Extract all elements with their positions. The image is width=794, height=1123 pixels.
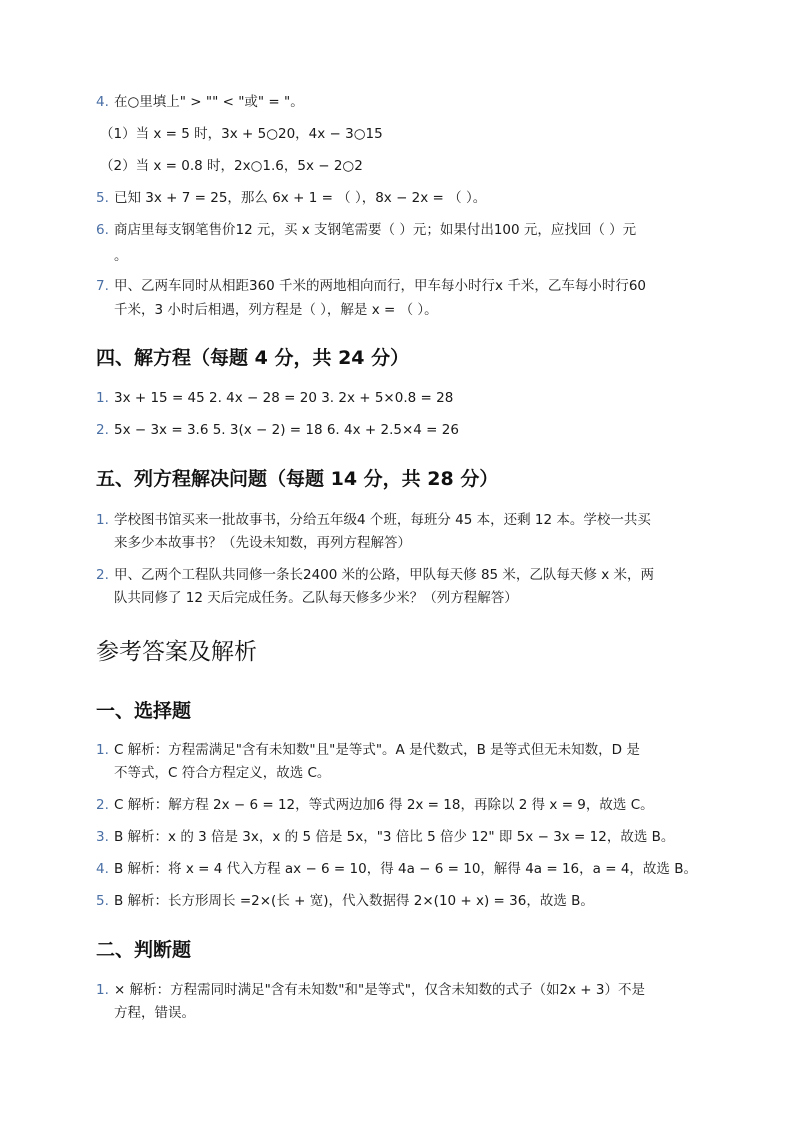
item-text: C 解析：方程需满足"含有未知数"且"是等式"。A 是代数式，B 是等式但无未知数，D 是 xyxy=(114,742,640,758)
judge-answer-1 xyxy=(96,978,706,1002)
item-text: B 解析：长方形周长 =2×(长 + 宽)，代入数据得 2×(10 + x) = 36，故选 B。 xyxy=(114,893,594,909)
section-5-item-2 xyxy=(96,563,706,587)
item-text: 甲、乙两车同时从相距360 千米的两地相向而行，甲车每小时行x 千米，乙车每小时行60 xyxy=(114,278,647,294)
choice-answer-1-cont: 不等式，C 符合方程定义，故选 C。 xyxy=(114,765,331,781)
item-number: 1. xyxy=(96,512,109,528)
fill-item-4-sub-2: （2）当 x = 0.8 时，2x○1.6，5x − 2○2 xyxy=(100,158,363,174)
item-text: C 解析：解方程 2x − 6 = 12，等式两边加6 得 2x = 18，再除以 2 得 x = 9，故选 C。 xyxy=(114,797,654,813)
answers-title: 参考答案及解析 xyxy=(96,639,257,665)
section-4-title: 四、解方程（每题 4 分，共 24 分） xyxy=(96,347,410,369)
item-text: B 解析：将 x = 4 代入方程 ax − 6 = 10，得 4a − 6 = 10，解得 4a = 16，a = 4，故选 B。 xyxy=(114,861,697,877)
item-number: 1. xyxy=(96,982,109,998)
fill-item-6 xyxy=(96,218,706,242)
choice-answer-1 xyxy=(96,738,706,762)
answers-judge-title: 二、判断题 xyxy=(96,939,192,961)
item-text: 3x + 15 = 45 2. 4x − 28 = 20 3. 2x + 5×0.8 = 28 xyxy=(114,390,454,406)
item-text: × 解析：方程需同时满足"含有未知数"和"是等式"，仅含未知数的式子（如2x + 3）不是 xyxy=(114,982,646,998)
section-5-item-1-cont: 来多少本故事书？（先设未知数，再列方程解答） xyxy=(114,535,411,551)
fill-item-6-cont: 。 xyxy=(114,248,128,264)
fill-item-7 xyxy=(96,274,706,298)
item-number: 2. xyxy=(96,567,109,583)
answers-choice-title: 一、选择题 xyxy=(96,700,192,722)
fill-item-7-cont: 千米，3 小时后相遇，列方程是（ ），解是 x = （ ）。 xyxy=(114,302,438,318)
item-text: 5x − 3x = 3.6 5. 3(x − 2) = 18 6. 4x + 2.5×4 = 26 xyxy=(114,422,459,438)
choice-answer-5 xyxy=(96,889,706,913)
item-number: 2. xyxy=(96,422,109,438)
item-text: 在○里填上" > "" < "或" = "。 xyxy=(114,94,304,110)
fill-item-5 xyxy=(96,186,706,210)
item-number: 6. xyxy=(96,222,109,238)
item-number: 2. xyxy=(96,797,109,813)
item-number: 1. xyxy=(96,390,109,406)
item-text: 甲、乙两个工程队共同修一条长2400 米的公路，甲队每天修 85 米，乙队每天修 x 米，两 xyxy=(114,567,654,583)
choice-answer-4 xyxy=(96,857,706,881)
item-number: 4. xyxy=(96,861,109,877)
item-number: 5. xyxy=(96,893,109,909)
item-number: 4. xyxy=(96,94,109,110)
item-text: 已知 3x + 7 = 25，那么 6x + 1 = （ ），8x − 2x = （ ）。 xyxy=(114,190,487,206)
item-text: 商店里每支钢笔售价12 元，买 x 支钢笔需要（ ）元；如果付出100 元，应找回（ ）元 xyxy=(114,222,637,238)
judge-answer-1-cont: 方程，错误。 xyxy=(114,1005,195,1021)
item-number: 5. xyxy=(96,190,109,206)
section-5-title: 五、列方程解决问题（每题 14 分，共 28 分） xyxy=(96,468,499,490)
section-4-item-2 xyxy=(96,418,706,442)
item-number: 7. xyxy=(96,278,109,294)
fill-item-4-sub-1: （1）当 x = 5 时，3x + 5○20，4x − 3○15 xyxy=(100,126,383,142)
choice-answer-2 xyxy=(96,793,706,817)
section-4-item-1 xyxy=(96,386,706,410)
choice-answer-3 xyxy=(96,825,706,849)
item-number: 1. xyxy=(96,742,109,758)
item-number: 3. xyxy=(96,829,109,845)
fill-item-4 xyxy=(96,90,706,114)
item-text: B 解析：x 的 3 倍是 3x，x 的 5 倍是 5x，"3 倍比 5 倍少 12" 即 5x − 3x = 12，故选 B。 xyxy=(114,829,675,845)
item-text: 学校图书馆买来一批故事书，分给五年级4 个班，每班分 45 本，还剩 12 本。学校一共买 xyxy=(114,512,651,528)
section-5-item-1 xyxy=(96,508,706,532)
section-5-item-2-cont: 队共同修了 12 天后完成任务。乙队每天修多少米？（列方程解答） xyxy=(114,590,518,606)
